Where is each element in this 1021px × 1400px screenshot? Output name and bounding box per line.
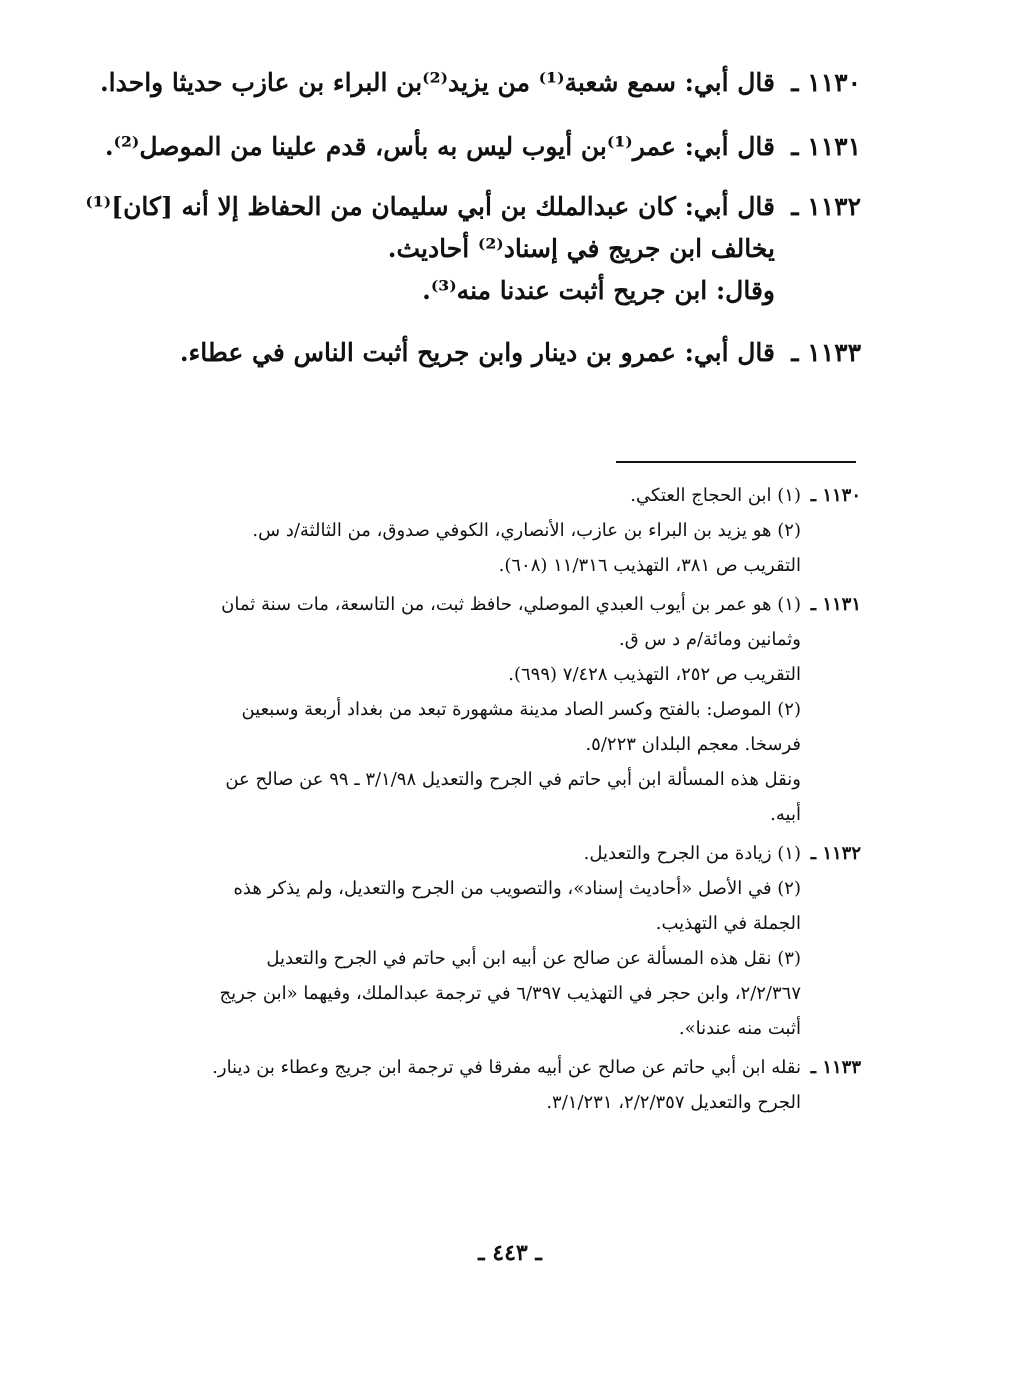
- footnotes: [149, 478, 861, 1124]
- entry: [85, 186, 861, 312]
- footnote-line: الجرح والتعديل ٢/٢/٣٥٧، ٣/١/٢٣١.: [546, 1092, 801, 1113]
- entry-line: يخالف ابن جريج في إسناد⁽²⁾ أحاديث.: [387, 234, 775, 263]
- entry-number: ١١٣١ ـ: [791, 132, 861, 161]
- footnote-line: فرسخا. معجم البلدان ٥/٢٢٣.: [585, 734, 801, 755]
- footnote-group: [149, 478, 861, 583]
- footnote-line: (١) هو عمر بن أيوب العبدي الموصلي، حافظ ثبت، من التاسعة، مات سنة ثمان: [221, 594, 801, 615]
- footnote-line: ٢/٢/٣٦٧، وابن حجر في التهذيب ٦/٣٩٧ في ترجمة عبدالملك، وفيهما «ابن جريج: [219, 983, 801, 1004]
- entry-line: وقال: ابن جريح أثبت عندنا منه⁽³⁾.: [422, 276, 775, 305]
- footnote-group: [149, 587, 861, 832]
- footnote-line: (٢) في الأصل «أحاديث إسناد»، والتصويب من الجرح والتعديل، ولم يذكر هذه: [233, 878, 801, 899]
- entry-text: [85, 186, 775, 312]
- footnote-line: الجملة في التهذيب.: [655, 913, 801, 934]
- entry-text: [161, 332, 775, 374]
- footnote-body: [149, 478, 801, 583]
- footnote-number: ١١٣٢ ـ: [810, 843, 861, 864]
- footnote-line: (٢) هو يزيد بن البراء بن عازب، الأنصاري، الكوفي صدوق، من الثالثة/د س.: [252, 520, 801, 541]
- footnote-body: [149, 836, 801, 1046]
- entry-line: قال أبي: عمرو بن دينار وابن جريح أثبت الناس في عطاء.: [179, 338, 775, 367]
- footnote-line: وثمانين ومائة/م د س ق.: [619, 629, 801, 650]
- main-text: [85, 62, 861, 374]
- entry-line: قال أبي: كان عبدالملك بن أبي سليمان من الحفاظ إلا أنه [كان]⁽¹⁾: [85, 192, 775, 221]
- entry-line: قال أبي: سمع شعبة⁽¹⁾ من يزيد⁽²⁾بن البراء بن عازب حديثا واحدا.: [99, 68, 775, 97]
- footnote-number: ١١٣٠ ـ: [810, 485, 861, 506]
- entry: [104, 126, 861, 168]
- page-number: ـ ٤٤٣ ـ: [478, 1240, 542, 1266]
- footnote-line: التقريب ص ٣٨١، التهذيب ١١/٣١٦ (٦٠٨).: [498, 555, 801, 576]
- footnote-line: التقريب ص ٢٥٢، التهذيب ٧/٤٢٨ (٦٩٩).: [508, 664, 801, 685]
- entry-text: [105, 126, 775, 168]
- footnote-body: [149, 587, 801, 832]
- footnote-number: ١١٣٣ ـ: [810, 1057, 861, 1078]
- entry-line: قال أبي: عمر⁽¹⁾بن أيوب ليس به بأس، قدم علينا من الموصل⁽²⁾.: [104, 132, 775, 161]
- footnote-body: [149, 1050, 801, 1120]
- footnote-line: (١) زيادة من الجرح والتعديل.: [583, 843, 801, 864]
- footnote-line: نقله ابن أبي حاتم عن صالح عن أبيه مفرقا في ترجمة ابن جريج وعطاء بن دينار.: [212, 1057, 801, 1078]
- footnote-group: [149, 1050, 861, 1120]
- entry-number: ١١٣٠ ـ: [791, 68, 861, 97]
- entry-number: ١١٣٢ ـ: [791, 192, 861, 221]
- entry: [99, 62, 861, 104]
- entry-number: ١١٣٣ ـ: [791, 338, 861, 367]
- footnote-number: ١١٣١ ـ: [810, 594, 861, 615]
- footnote-line: (١) ابن الحجاج العتكي.: [630, 485, 801, 506]
- footnote-line: ونقل هذه المسألة ابن أبي حاتم في الجرح والتعديل ٣/١/٩٨ ـ ٩٩ عن صالح عن: [225, 769, 801, 790]
- footnote-line: (٣) نقل هذه المسألة عن صالح عن أبيه ابن أبي حاتم في الجرح والتعديل: [266, 948, 801, 969]
- footnote-line: أثبت منه عندنا».: [678, 1018, 801, 1039]
- footnote-separator: [616, 461, 856, 463]
- footnote-line: (٢) الموصل: بالفتح وكسر الصاد مدينة مشهورة تبعد من بغداد أربعة وسبعين: [241, 699, 801, 720]
- footnote-group: [149, 836, 861, 1046]
- footnote-line: أبيه.: [770, 804, 801, 825]
- entry: [161, 332, 861, 374]
- entry-text: [100, 62, 775, 104]
